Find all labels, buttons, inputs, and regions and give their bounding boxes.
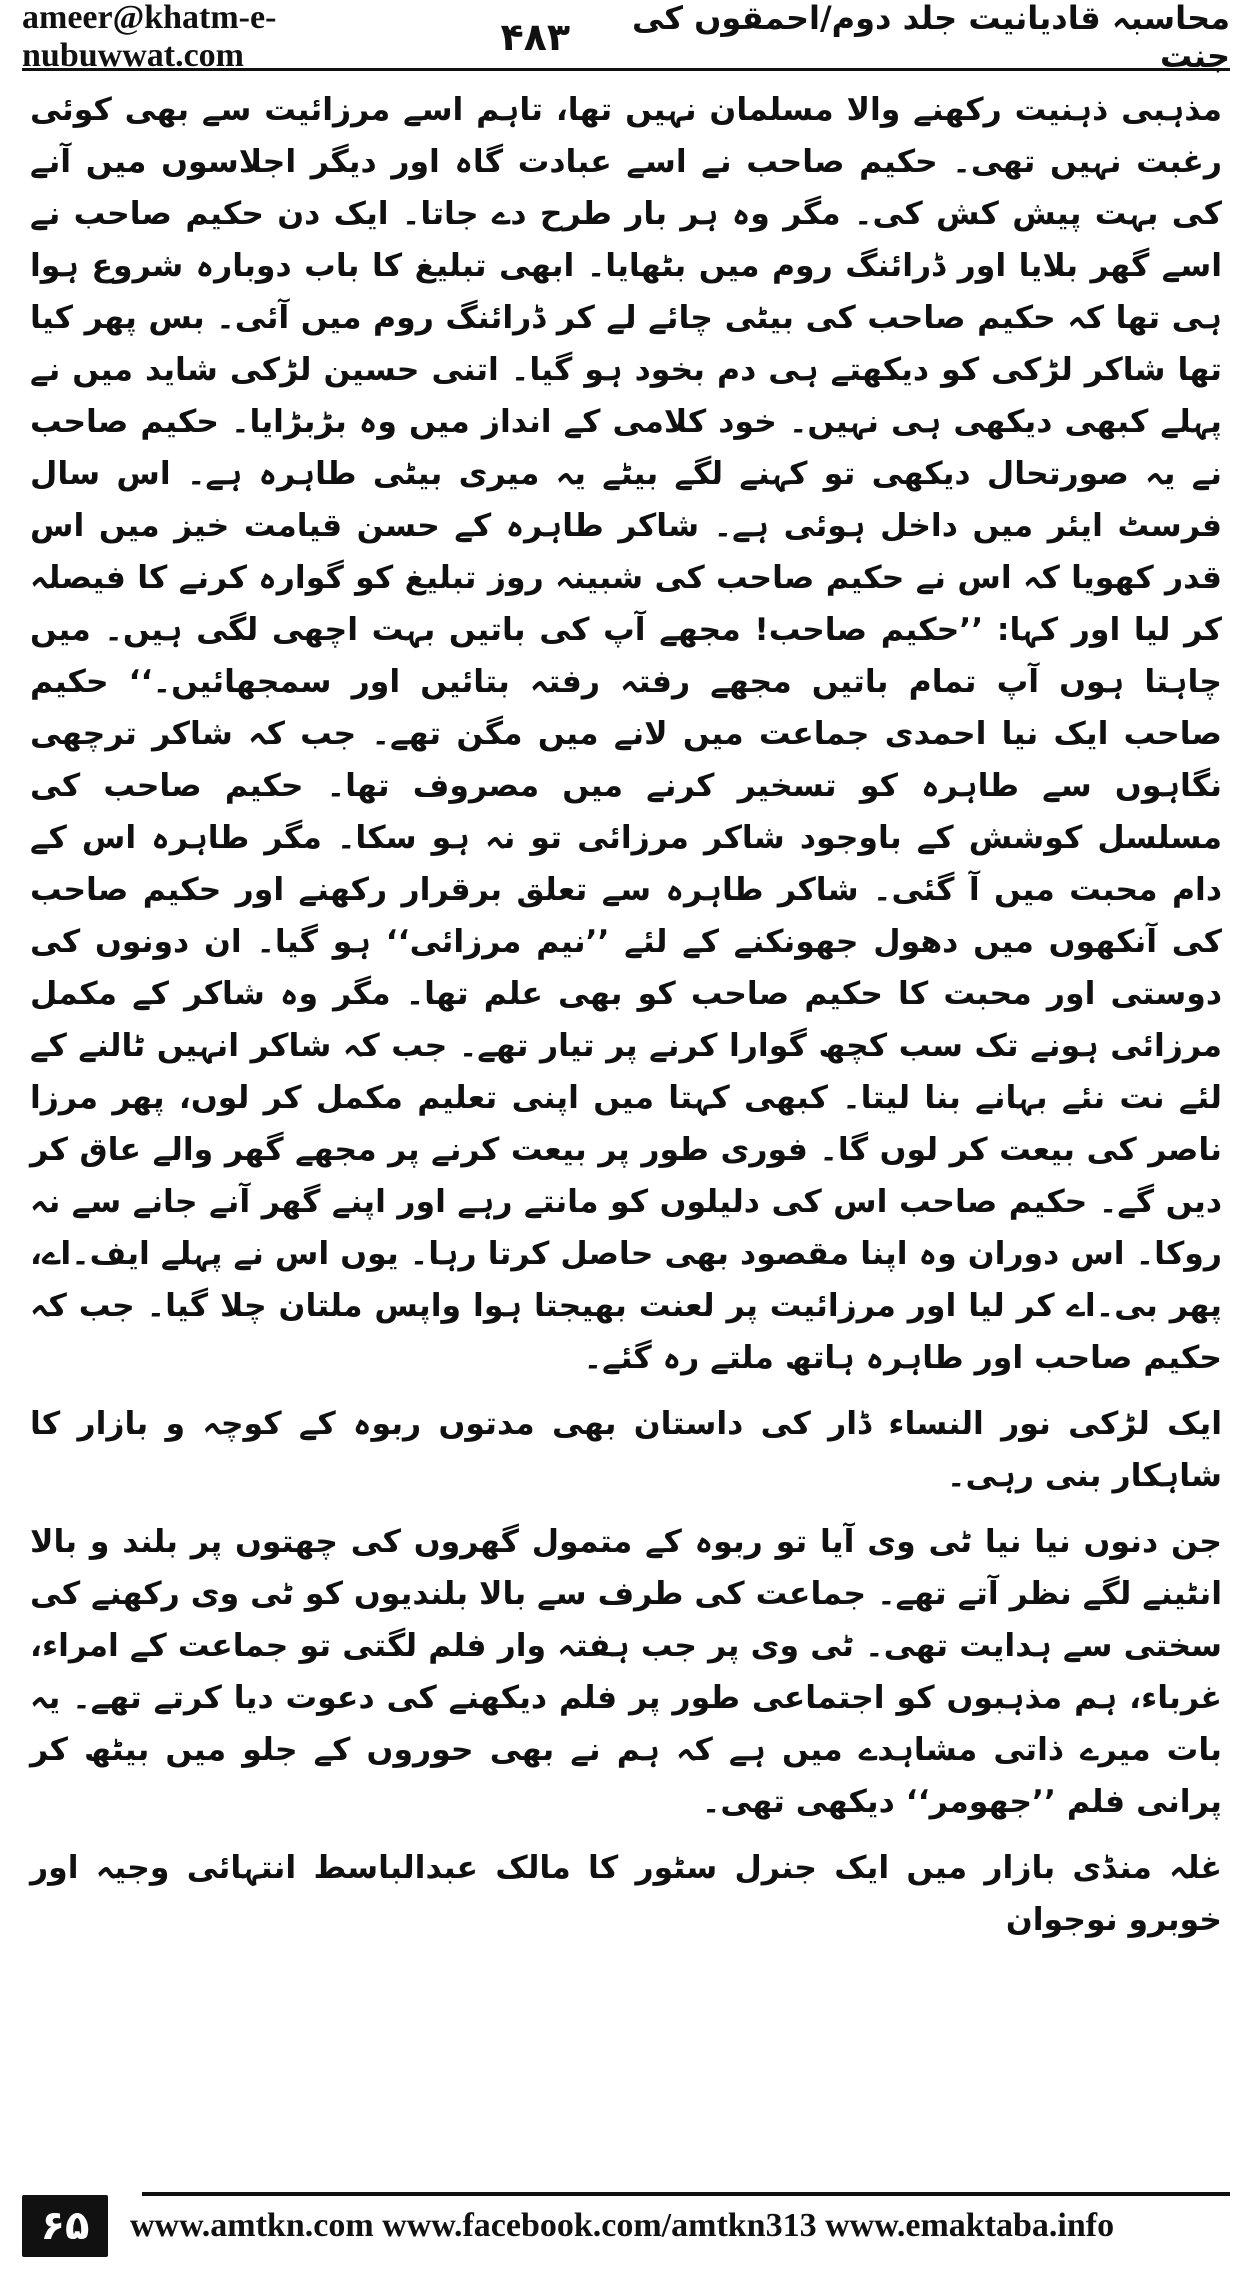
footer-rule bbox=[142, 2192, 1230, 2196]
header-left bbox=[22, 0, 570, 75]
page-header bbox=[22, 0, 1230, 75]
paragraph-4: غلہ منڈی بازار میں ایک جنرل سٹور کا مالک عبدالباسط انتہائی وجیہ اور خوبرو نوجوان bbox=[30, 1850, 1222, 1938]
header-email: ameer@khatm-e-nubuwwat.com bbox=[22, 0, 277, 74]
paragraph-3: جن دنوں نیا نیا ٹی وی آیا تو ربوہ کے متمول گھروں کی چھتوں پر بلند و بالا انٹینے لگے نظر آتے تھے۔ جماعت کی طرف سے بالا بلندیوں کو ٹی وی رکھنے کی سختی سے ہدایت تھی۔ ٹی وی پر جب ہفتہ وار فلم لگتی تو جماعت کے امراء، غرباء، ہم مذہبوں کو اجتماعی طور پر فلم دیکھنے کی دعوت دیا کرتے تھے۔ یہ بات میرے ذاتی مشاہدے میں ہے کہ ہم نے بھی حوروں کے جلو میں بیٹھ کر پرانی فلم ’’جھومر‘‘ دیکھی تھی۔ bbox=[30, 1524, 1222, 1820]
header-page-number: ۴۸۳ bbox=[500, 15, 571, 59]
header-book-title: محاسبہ قادیانیت جلد دوم/احمقوں کی جنت bbox=[631, 0, 1230, 75]
footer-websites: www.amtkn.com www.facebook.com/amtkn313 www.emaktaba.info bbox=[130, 2207, 1115, 2244]
paragraph-2: ایک لڑکی نور النساء ڈار کی داستان بھی مدتوں ربوہ کے کوچہ و بازار کا شاہکار بنی رہی۔ bbox=[30, 1406, 1222, 1494]
footer-page-number: ۶۵ bbox=[22, 2195, 108, 2257]
article-body bbox=[30, 84, 1222, 2164]
paragraph-1: مذہبی ذہنیت رکھنے والا مسلمان نہیں تھا، تاہم اسے مرزائیت سے بھی کوئی رغبت نہیں تھی۔ حکیم صاحب نے اسے عبادت گاہ اور دیگر اجلاسوں میں آنے کی بہت پیش کش کی۔ مگر وہ ہر بار طرح دے جاتا۔ ایک دن حکیم صاحب نے اسے گھر بلایا اور ڈرائنگ روم میں بٹھایا۔ ابھی تبلیغ کا باب دوبارہ شروع ہوا ہی تھا کہ حکیم صاحب کی بیٹی چائے لے کر ڈرائنگ روم میں آئی۔ بس پھر کیا تھا شاکر لڑکی کو دیکھتے ہی دم بخود ہو گیا۔ اتنی حسین لڑکی شاید میں نے پہلے کبھی دیکھی ہی نہیں۔ خود کلامی کے انداز میں وہ بڑبڑایا۔ حکیم صاحب نے یہ صورتحال دیکھی تو کہنے لگے بیٹے یہ میری بیٹی طاہرہ ہے۔ اس سال فرسٹ ایئر میں داخل ہوئی ہے۔ شاکر طاہرہ کے حسن قیامت خیز میں اس قدر کھویا کہ اس نے حکیم صاحب کی شبینہ روز تبلیغ کو گوارہ کرنے کا فیصلہ کر لیا اور کہا: ’’حکیم صاحب! مجھے آپ کی باتیں بہت اچھی لگی ہیں۔ میں چاہتا ہوں آپ تمام باتیں مجھے رفتہ رفتہ بتائیں اور سمجھائیں۔‘‘ حکیم صاحب ایک نیا احمدی جماعت میں لانے میں مگن تھے۔ جب کہ شاکر ترچھی نگاہوں سے طاہرہ کو تسخیر کرنے میں مصروف تھا۔ حکیم صاحب کی مسلسل کوشش کے باوجود شاکر مرزائی تو نہ ہو سکا۔ مگر طاہرہ اس کے دام محبت میں آ گئی۔ شاکر طاہرہ سے تعلق برقرار رکھنے اور حکیم صاحب کی آنکھوں میں دھول جھونکنے کے لئے ’’نیم مرزائی‘‘ ہو گیا۔ ان دونوں کی دوستی اور محبت کا حکیم صاحب کو بھی علم تھا۔ مگر وہ شاکر کے مکمل مرزائی ہونے تک سب کچھ گوارا کرنے پر تیار تھے۔ جب کہ شاکر انہیں ٹالنے کے لئے نت نئے بہانے بنا لیتا۔ کبھی کہتا میں اپنی تعلیم مکمل کر لوں، پھر مرزا ناصر کی بیعت کر لوں گا۔ فوری طور پر بیعت کرنے پر مجھے گھر والے عاق کر دیں گے۔ حکیم صاحب اس کی دلیلوں کو مانتے رہے اور اپنے گھر آنے جانے سے نہ روکا۔ اس دوران وہ اپنا مقصود بھی حاصل کرتا رہا۔ یوں اس نے پہلے ایف۔اے، پھر بی۔اے کر لیا اور مرزائیت پر لعنت بھیجتا ہوا واپس ملتان چلا گیا۔ جب کہ حکیم صاحب اور طاہرہ ہاتھ ملتے رہ گئے۔ bbox=[30, 92, 1222, 1376]
page-footer bbox=[22, 2190, 1230, 2262]
